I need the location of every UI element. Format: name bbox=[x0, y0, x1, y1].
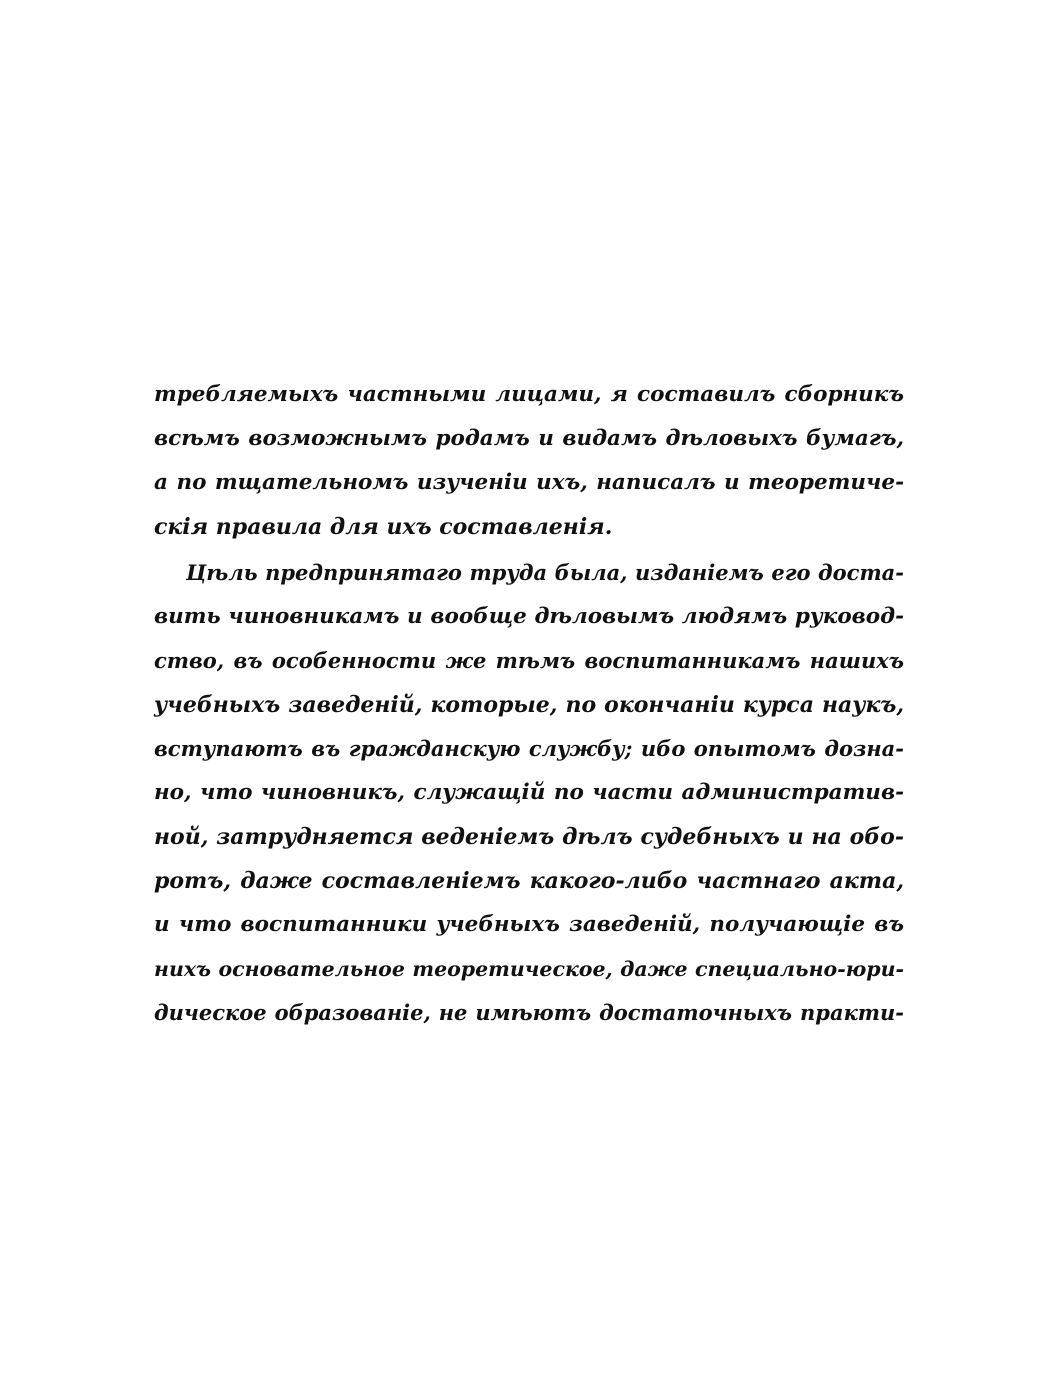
text-line: скія правила для ихъ составленія. bbox=[154, 514, 613, 540]
text-line: и что воспитанники учебныхъ заведеній, получающіе въ bbox=[154, 912, 904, 937]
text-line: ство, въ особенности же тѣмъ воспитанникамъ нашихъ bbox=[154, 648, 904, 673]
text-line: требляемыхъ частными лицами, я составилъ сборникъ bbox=[154, 382, 904, 407]
text-line: а по тщательномъ изученіи ихъ, написалъ и теоретиче- bbox=[154, 470, 904, 495]
text-line: дическое образованіе, не имѣютъ достаточныхъ практи- bbox=[154, 1000, 904, 1025]
text-line: учебныхъ заведеній, которые, по окончаніи курса наукъ, bbox=[154, 692, 904, 718]
text-line: вить чиновникамъ и вообще дѣловымъ людямъ руковод- bbox=[154, 604, 904, 629]
text-line: ной, затрудняется веденіемъ дѣлъ судебныхъ и на обо- bbox=[154, 824, 904, 850]
text-line: Цѣль предпринятаго труда была, изданіемъ его доста- bbox=[186, 560, 904, 585]
text-line: всѣмъ возможнымъ родамъ и видамъ дѣловыхъ бумагъ, bbox=[154, 426, 904, 451]
text-line: вступаютъ въ гражданскую службу; ибо опытомъ дозна- bbox=[154, 736, 904, 761]
body-text bbox=[154, 373, 904, 1035]
text-line: нихъ основательное теоретическое, даже специально-юри- bbox=[154, 957, 904, 981]
text-line: ротъ, даже составленіемъ какого-либо частнаго акта, bbox=[154, 868, 904, 894]
text-line: но, что чиновникъ, служащій по части административ- bbox=[154, 780, 904, 805]
